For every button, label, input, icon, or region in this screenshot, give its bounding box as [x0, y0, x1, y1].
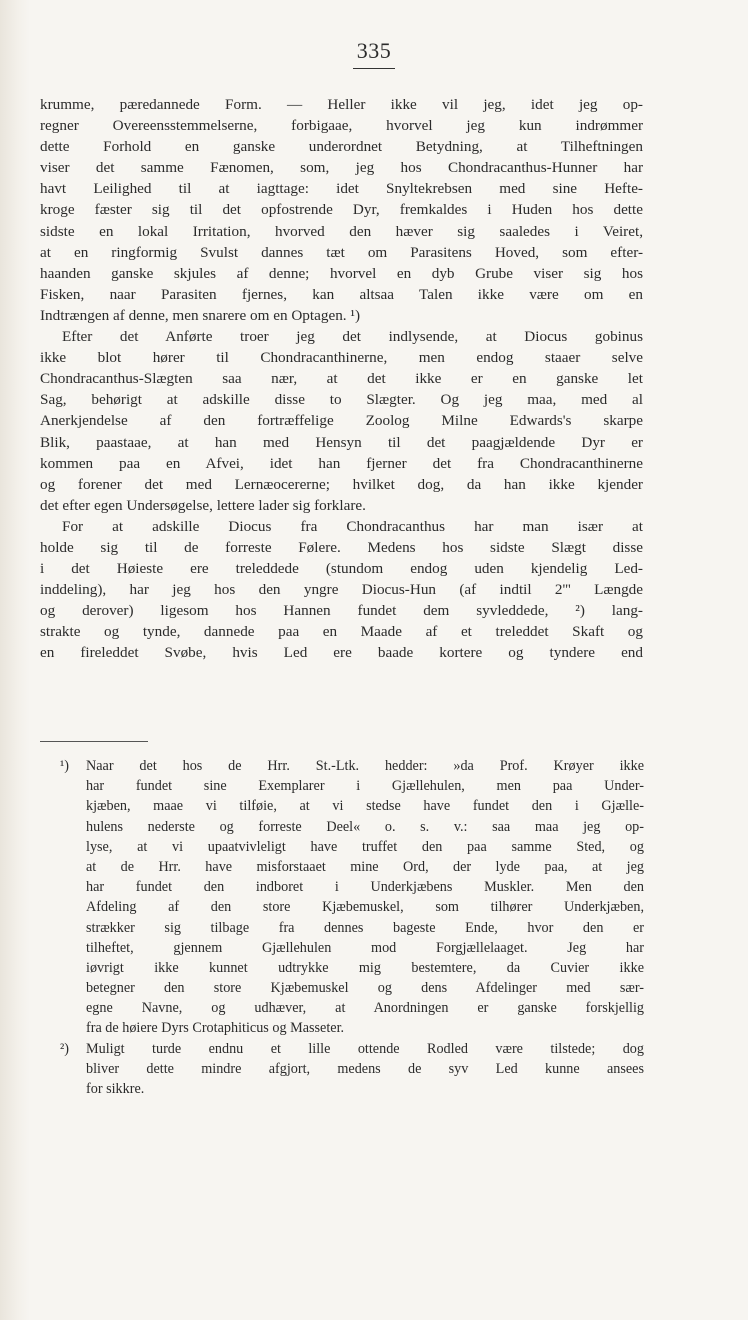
footnote-1-line: Afdeling af den store Kjæbemuskel, som tilhører Underkjæben, — [86, 899, 644, 916]
text-line: det efter egen Undersøgelse, lettere lader sig forklare. — [40, 496, 366, 514]
footnote-1-line: har fundet sine Exemplarer i Gjællehulen, men paa Under- — [86, 778, 644, 795]
text-line: Sag, behørigt at adskille disse to Slægter. Og jeg maa, med al — [40, 391, 643, 409]
text-line: dette Forhold en ganske underordnet Betydning, at Tilheftningen — [40, 138, 643, 156]
footnote-1-marker: ¹) — [60, 758, 69, 774]
text-line: Indtrængen af denne, men snarere om en Optagen. ¹) — [40, 306, 360, 324]
footnote-1-line: tilheftet, gjennem Gjællehulen mod Forgjællelaaget. Jeg har — [86, 939, 644, 956]
page-binding-edge — [0, 0, 30, 1320]
text-line: inddeling), har jeg hos den yngre Diocus-Hun (af indtil 2''' Længde — [40, 581, 643, 599]
footnote-1-line: kjæben, maae vi tilføie, at vi stedse have fundet den i Gjælle- — [86, 798, 644, 815]
footnote-1-line: hulens nederste og forreste Deel« o. s. v.: saa maa jeg op- — [86, 818, 644, 835]
footnote-2-line: bliver dette mindre afgjort, medens de syv Led kunne ansees — [86, 1060, 644, 1077]
footnote-1-line: lyse, at vi upaatvivleligt have truffet den paa samme Sted, og — [86, 838, 644, 855]
text-line: viser det samme Fænomen, som, jeg hos Chondracanthus-Hunner har — [40, 159, 643, 177]
text-line: haanden ganske skjules af denne; hvorvel en dyb Grube viser sig hos — [40, 264, 643, 282]
text-line: i det Høieste ere treleddede (stundom endog uden kjendelig Led- — [40, 560, 643, 578]
text-line: Blik, paastaae, at han med Hensyn til det paagjældende Dyr er — [40, 433, 643, 451]
footnote-1-line: at de Hrr. have misforstaaet mine Ord, der lyde paa, at jeg — [86, 858, 644, 875]
text-line: sidste en lokal Irritation, hvorved den hæver sig saaledes i Veiret, — [40, 222, 643, 240]
footnote-1-text: Naar det hos de Hrr. St.-Ltk. hedder: »da Prof. Krøyer ikke — [86, 758, 644, 774]
page-number-text: 335 — [353, 38, 396, 69]
text-line: at en ringformig Svulst dannes tæt om Parasitens Hoved, som efter- — [40, 243, 643, 261]
page-number — [0, 38, 748, 69]
text-line: og derover) ligesom hos Hannen fundet dem syvleddede, ²) lang- — [40, 602, 643, 620]
footnote-2-line: for sikkre. — [86, 1081, 145, 1097]
text-line: ikke blot hører til Chondracanthinerne, men endog staaer selve — [40, 349, 643, 367]
footnote-separator — [40, 741, 148, 742]
text-line: Efter det Anførte troer jeg det indlysende, at Diocus gobinus — [62, 328, 643, 346]
text-line: en fireleddet Svøbe, hvis Led ere baade kortere og tyndere end — [40, 644, 643, 662]
body-text — [40, 94, 643, 664]
text-line: kroge fæster sig til det opfostrende Dyr, fremkaldes i Huden hos dette — [40, 201, 643, 219]
footnote-2-line — [60, 1039, 644, 1059]
text-line: Chondracanthus-Slægten saa nær, at det ikke er en ganske let — [40, 370, 643, 388]
footnote-1-line: iøvrigt ikke kunnet udtrykke mig bestemtere, da Cuvier ikke — [86, 959, 644, 976]
text-line: regner Overeensstemmelserne, forbigaae, hvorvel jeg kun indrømmer — [40, 117, 643, 135]
footnote-1-line: strækker sig tilbage fra dennes bageste Ende, hvor den er — [86, 919, 644, 936]
text-line: krumme, pæredannede Form. — Heller ikke vil jeg, idet jeg op- — [40, 96, 643, 113]
footnote-1-line: fra de høiere Dyrs Crotaphiticus og Masseter. — [86, 1020, 345, 1037]
footnote-1-line: har fundet den indboret i Underkjæbens Muskler. Men den — [86, 879, 644, 896]
text-line: Fisken, naar Parasiten fjernes, kan altsaa Talen ikke være om en — [40, 285, 643, 303]
footnotes — [60, 756, 644, 1099]
footnote-2-text: Muligt turde endnu et lille ottende Rodled være tilstede; dog — [86, 1040, 644, 1057]
text-line: og forener det med Lernæocererne; hvilket dog, da han ikke kjender — [40, 475, 643, 493]
footnote-1-line: egne Navne, og udhæver, at Anordningen er ganske forskjellig — [86, 1000, 644, 1017]
text-line: havt Leilighed til at iagttage: idet Snyltekrebsen med sine Hefte- — [40, 180, 643, 198]
footnote-1-line — [60, 756, 644, 776]
text-line: kommen paa en Afvei, idet han fjerner det fra Chondracanthinerne — [40, 454, 643, 472]
footnote-2-marker: ²) — [60, 1040, 69, 1057]
text-line: For at adskille Diocus fra Chondracanthus har man især at — [62, 517, 643, 535]
text-line: strakte og tynde, dannede paa en Maade af et treleddet Skaft og — [40, 623, 643, 641]
text-line: Anerkjendelse af den fortræffelige Zoolog Milne Edwards's skarpe — [40, 412, 643, 430]
footnote-1-line: betegner den store Kjæbemuskel og dens Afdelinger med sær- — [86, 980, 644, 997]
text-line: holde sig til de forreste Følere. Medens hos sidste Slægt disse — [40, 538, 643, 556]
